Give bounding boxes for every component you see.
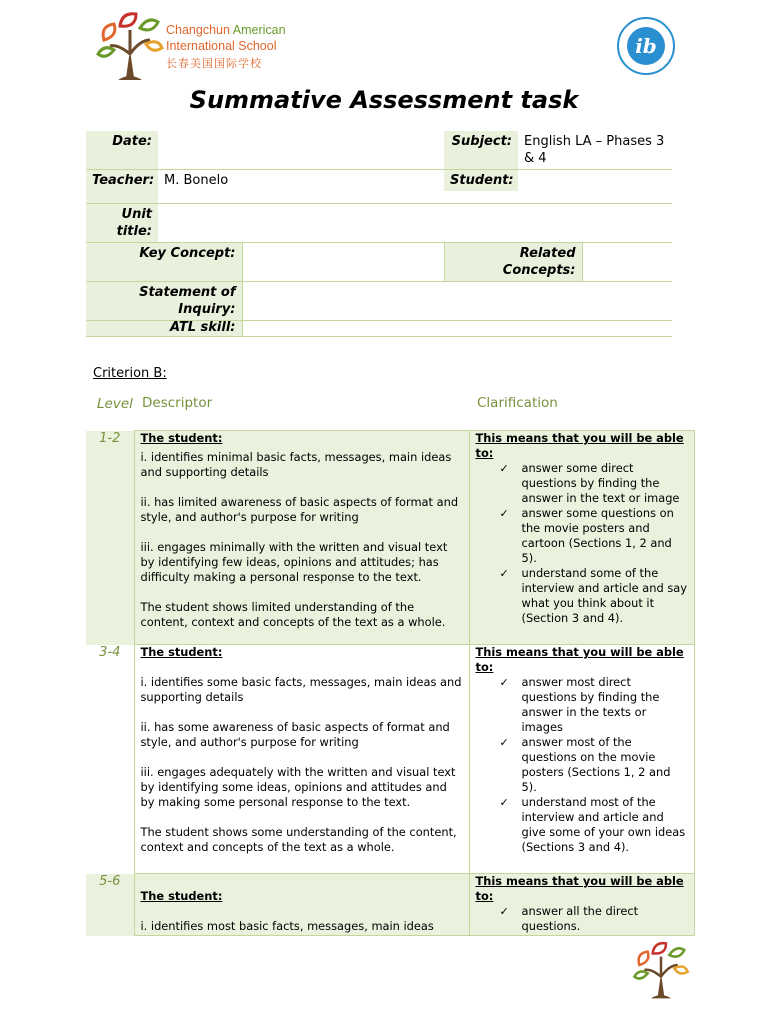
related-concepts-label: Related Concepts:: [444, 243, 582, 282]
related-concepts-value[interactable]: [582, 243, 672, 282]
clarification-column-header: Clarification: [477, 395, 558, 411]
checkmark-icon: ✓: [499, 507, 509, 520]
date-label: Date:: [86, 131, 158, 170]
checkmark-icon: ✓: [499, 676, 509, 689]
descriptor-item: ii. has limited awareness of basic aspects of format and style, and author's purpose for writing: [140, 495, 459, 524]
subject-label: Subject:: [444, 131, 518, 169]
clarification-cell: [469, 645, 694, 874]
key-concept-value[interactable]: [242, 243, 444, 282]
criterion-row: [86, 874, 694, 936]
list-item: ✓ understand some of the interview and article and say what you think about it (Section 3 and 4).: [499, 566, 687, 625]
unit-title-value[interactable]: [158, 204, 672, 243]
descriptor-intro: The student:: [140, 645, 223, 659]
school-name-line2: International School: [166, 39, 277, 53]
school-name-line1: Changchun American: [166, 23, 286, 37]
descriptor-item: iii. engages minimally with the written and visual text by identifying few ideas, opinions and attitudes; has difficulty making a personal response to the text.: [140, 540, 448, 584]
ib-logo-icon: [616, 16, 676, 76]
descriptor-item: i. identifies minimal basic facts, messages, main ideas and supporting details: [140, 450, 452, 479]
list-item: ✓ answer some direct questions by finding the answer in the text or image: [499, 461, 680, 505]
key-concept-label: Key Concept:: [86, 243, 242, 282]
clarification-list: [476, 904, 688, 934]
level-column-header: Level: [97, 396, 133, 412]
level-cell: 1-2: [86, 431, 134, 645]
descriptor-cell: [134, 431, 469, 645]
subject-value[interactable]: English LA – Phases 3 & 4: [524, 134, 665, 166]
descriptor-item: i. identifies some basic facts, messages, main ideas and supporting details: [140, 675, 462, 704]
statement-of-inquiry-label: Statement of Inquiry:: [86, 282, 242, 321]
criterion-heading: Criterion B:: [93, 366, 167, 381]
descriptor-item: iii. engages adequately with the written and visual text by identifying some ideas, opinions and attitudes and by making some personal response to the text.: [140, 765, 456, 809]
list-item: ✓ answer some questions on the movie posters and cartoon (Sections 1, 2 and 5).: [499, 506, 674, 565]
level-cell: 5-6: [86, 874, 134, 936]
descriptor-cell: [134, 874, 469, 936]
criterion-table: [86, 430, 695, 936]
descriptor-summary: The student shows limited understanding of the content, context and concepts of the text as a whole.: [140, 600, 446, 629]
school-name-chinese: 长春美国国际学校: [166, 57, 262, 70]
descriptor-column-header: Descriptor: [142, 395, 213, 411]
checkmark-icon: ✓: [499, 905, 509, 918]
list-item: ✓ understand most of the interview and article and give some of your own ideas (Sections 3 and 4).: [499, 795, 686, 854]
assessment-info-table: [86, 131, 672, 337]
teacher-label: Teacher:: [86, 170, 158, 204]
tree-logo-icon: [96, 10, 164, 82]
atl-skill-value[interactable]: [242, 321, 672, 337]
checkmark-icon: ✓: [499, 462, 509, 475]
info-row-concepts: [86, 243, 672, 282]
info-row-date: [86, 131, 672, 170]
criterion-row: [86, 431, 694, 645]
statement-of-inquiry-value[interactable]: [242, 282, 672, 321]
checkmark-icon: ✓: [499, 796, 509, 809]
clarification-list: [476, 461, 688, 626]
student-label: Student:: [444, 170, 518, 191]
unit-title-label: Unit title:: [86, 204, 158, 243]
clarification-cell: [469, 431, 694, 645]
level-cell: 3-4: [86, 645, 134, 874]
criterion-row: [86, 645, 694, 874]
atl-skill-label: ATL skill:: [86, 321, 242, 337]
student-value[interactable]: [518, 170, 672, 191]
list-item: ✓ answer all the direct questions.: [499, 904, 639, 933]
school-logo: [96, 10, 296, 82]
clarification-intro: This means that you will be able to:: [475, 645, 684, 674]
ib-mark-text: ib: [635, 34, 657, 58]
info-row-atl: [86, 321, 672, 337]
clarification-cell: [469, 874, 694, 936]
descriptor-item: ii. has some awareness of basic aspects of format and style, and author's purpose for writing: [140, 720, 450, 749]
descriptor-item: i. identifies most basic facts, messages, main ideas: [140, 919, 434, 933]
descriptor-intro: The student:: [140, 889, 223, 903]
page-title: Summative Assessment task: [189, 86, 579, 114]
clarification-intro: This means that you will be able to:: [475, 431, 684, 460]
checkmark-icon: ✓: [499, 736, 509, 749]
teacher-value[interactable]: M. Bonelo: [158, 170, 444, 204]
info-row-unit: [86, 204, 672, 243]
date-value[interactable]: [158, 131, 444, 170]
list-item: ✓ answer most of the questions on the movie posters (Sections 1, 2 and 5).: [499, 735, 671, 794]
list-item: ✓ answer most direct questions by finding the answer in the texts or images: [499, 675, 660, 734]
info-row-teacher: [86, 170, 672, 204]
clarification-intro: This means that you will be able to:: [475, 874, 684, 903]
descriptor-summary: The student shows some understanding of the content, context and concepts of the text as a whole.: [140, 825, 457, 854]
info-row-soi: [86, 282, 672, 321]
clarification-list: [476, 675, 688, 855]
descriptor-intro: The student:: [140, 431, 223, 445]
footer-tree-logo-icon: [632, 940, 690, 1000]
checkmark-icon: ✓: [499, 567, 509, 580]
descriptor-cell: [134, 645, 469, 874]
